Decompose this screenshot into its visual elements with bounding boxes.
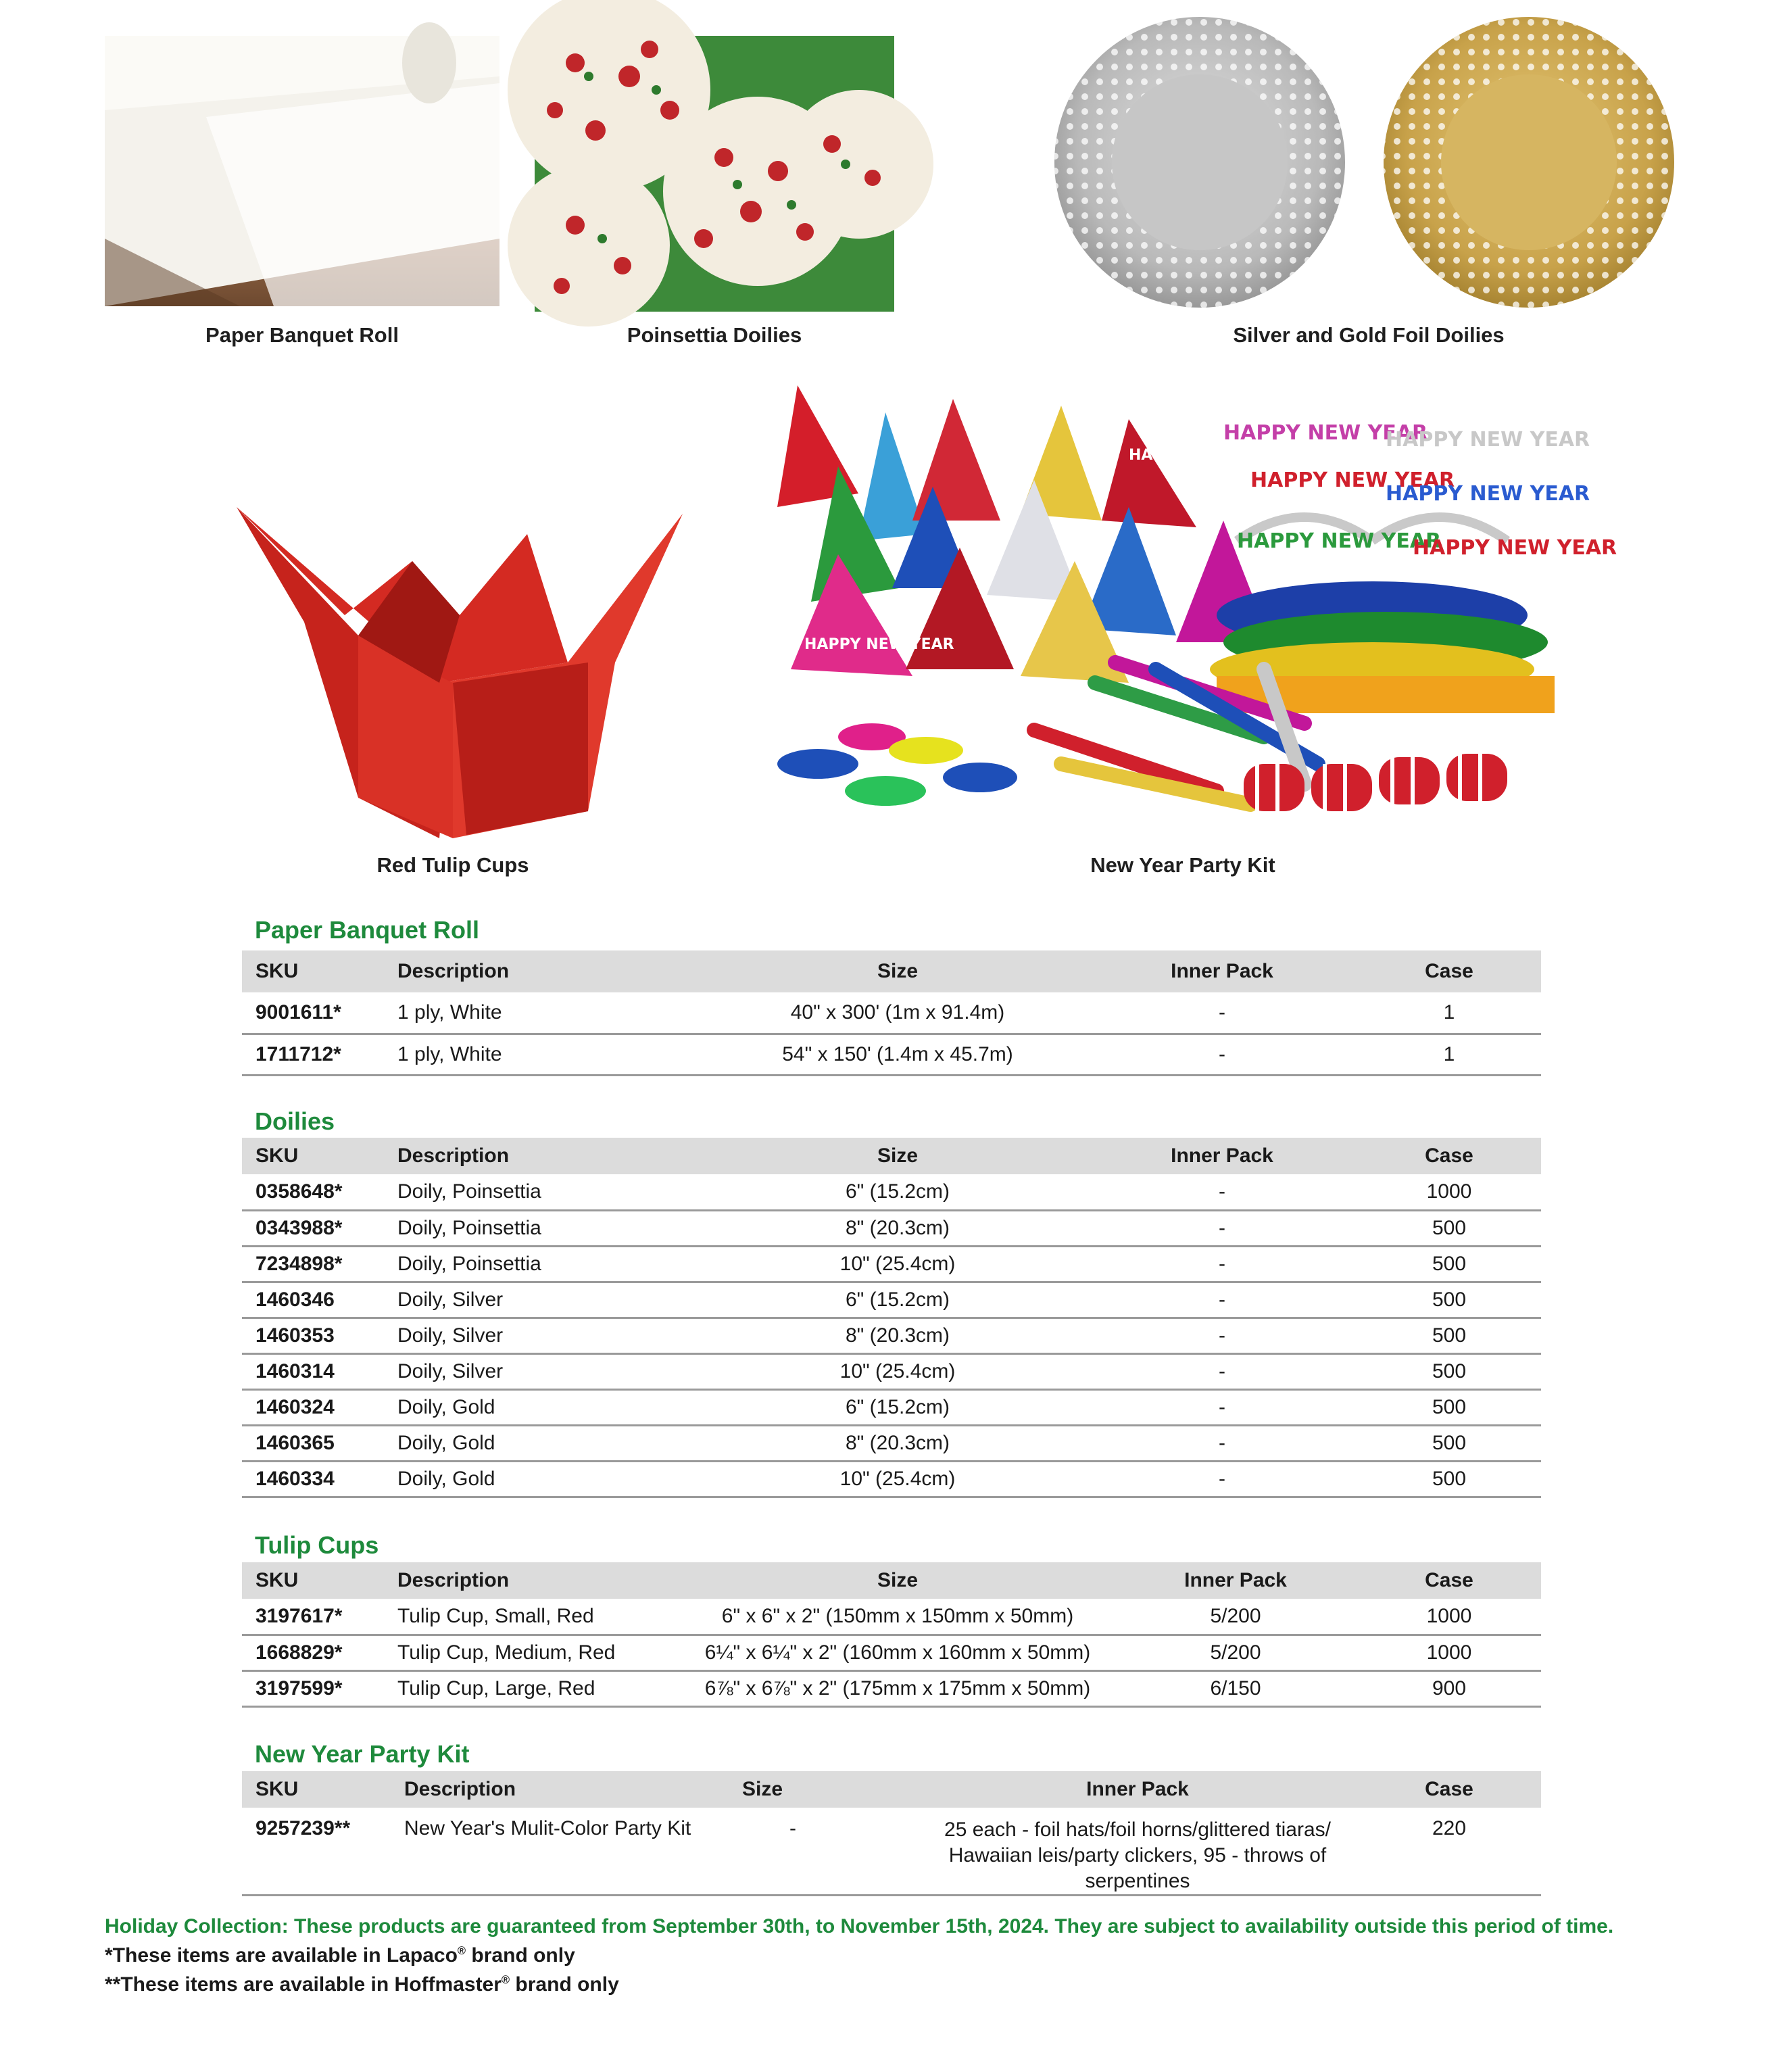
case-cell: 900 bbox=[1357, 1670, 1541, 1706]
sku-cell: 3197617* bbox=[242, 1599, 384, 1635]
header-inner-pack: Inner Pack bbox=[1184, 1569, 1287, 1591]
case-cell: 1000 bbox=[1357, 1174, 1541, 1210]
size-cell: 8" (20.3cm) bbox=[708, 1210, 1087, 1246]
size-cell: 6" (15.2cm) bbox=[708, 1389, 1087, 1425]
description-cell: 1 ply, White bbox=[384, 992, 708, 1034]
size-cell bbox=[729, 1808, 918, 1896]
header-description: Description bbox=[397, 1145, 510, 1167]
case-cell: 1000 bbox=[1357, 1599, 1541, 1635]
case-cell: 1000 bbox=[1357, 1635, 1541, 1670]
caption-poinsettia-doilies: Poinsettia Doilies bbox=[627, 323, 802, 347]
table-row bbox=[242, 1246, 1541, 1282]
size-cell: 6" (15.2cm) bbox=[708, 1282, 1087, 1318]
case-cell: 1 bbox=[1357, 992, 1541, 1034]
table-row bbox=[242, 1353, 1541, 1389]
header-case: Case bbox=[1425, 1569, 1473, 1591]
case-cell: 500 bbox=[1357, 1282, 1541, 1318]
inner-pack-line: 25 each - foil hats/foil horns/glittered tiaras/ bbox=[944, 1818, 1331, 1841]
table-row bbox=[242, 1599, 1541, 1635]
header-size: Size bbox=[877, 1145, 919, 1167]
inner-pack-cell bbox=[918, 1808, 1357, 1896]
tiara-label: HAPPY NEW YEAR bbox=[1237, 529, 1442, 553]
case-cell: 1 bbox=[1357, 1034, 1541, 1075]
size-cell: 6" x 6" x 2" (150mm x 150mm x 50mm) bbox=[681, 1599, 1114, 1635]
foil-doilies-image bbox=[1048, 15, 1690, 312]
holiday-collection-note: Holiday Collection: These products are guaranteed from September 30th, to November 15th, 2024. They are subject to availability outside this period of time. bbox=[105, 1915, 1614, 1937]
size-cell: 10" (25.4cm) bbox=[708, 1461, 1087, 1497]
size-cell: 6" (15.2cm) bbox=[708, 1174, 1087, 1210]
red-tulip-cup-image bbox=[237, 460, 683, 838]
case-cell: 500 bbox=[1357, 1318, 1541, 1353]
description-cell: Doily, Poinsettia bbox=[384, 1210, 708, 1246]
table-row bbox=[242, 1034, 1541, 1075]
note-text: **These items are available in Hoffmaster bbox=[105, 1973, 502, 1996]
header-case: Case bbox=[1425, 1778, 1473, 1800]
tiara-label: HAPPY NEW YEAR bbox=[1386, 482, 1590, 506]
sku-value: 9257239** bbox=[255, 1817, 351, 1839]
case-cell: 500 bbox=[1357, 1353, 1541, 1389]
header-case: Case bbox=[1425, 1145, 1473, 1167]
registered-mark: ® bbox=[501, 1974, 510, 1986]
description-cell: Doily, Gold bbox=[384, 1461, 708, 1497]
description-cell: Doily, Silver bbox=[384, 1318, 708, 1353]
sku-cell: 1460324 bbox=[242, 1389, 384, 1425]
tiara-label: HAPPY NEW YEAR bbox=[1413, 536, 1617, 560]
header-inner-pack: Inner Pack bbox=[1171, 1145, 1273, 1167]
inner-pack-cell: 5/200 bbox=[1114, 1599, 1357, 1635]
header-size: Size bbox=[877, 1569, 919, 1591]
inner-pack-cell: - bbox=[1087, 1461, 1357, 1497]
caption-party-kit: New Year Party Kit bbox=[1090, 853, 1275, 877]
size-cell: 10" (25.4cm) bbox=[708, 1353, 1087, 1389]
table-row bbox=[242, 1635, 1541, 1670]
inner-pack-cell: 6/150 bbox=[1114, 1670, 1357, 1706]
description-cell: Tulip Cup, Small, Red bbox=[384, 1599, 681, 1635]
sku-cell: 1460314 bbox=[242, 1353, 384, 1389]
size-cell: 6¼" x 6¼" x 2" (160mm x 160mm x 50mm) bbox=[681, 1635, 1114, 1670]
section-title-banquet: Paper Banquet Roll bbox=[255, 916, 480, 944]
table-header-row bbox=[242, 1138, 1541, 1174]
note-text: *These items are available in Lapaco bbox=[105, 1944, 458, 1967]
size-cell: 6⅞" x 6⅞" x 2" (175mm x 175mm x 50mm) bbox=[681, 1670, 1114, 1706]
header-inner-pack: Inner Pack bbox=[1171, 960, 1273, 982]
sku-cell: 0358648* bbox=[242, 1174, 384, 1210]
header-description: Description bbox=[404, 1778, 516, 1800]
description-value: New Year's Mulit-Color Party Kit bbox=[404, 1817, 691, 1839]
sku-cell: 1460353 bbox=[242, 1318, 384, 1353]
case-cell bbox=[1357, 1808, 1541, 1896]
inner-pack-cell: 5/200 bbox=[1114, 1635, 1357, 1670]
table-row bbox=[242, 1318, 1541, 1353]
inner-pack-cell: - bbox=[1087, 1210, 1357, 1246]
tiara-label: HAPPY NEW YEAR bbox=[1386, 428, 1590, 452]
party-kit-image bbox=[777, 385, 1617, 838]
note-text: brand only bbox=[510, 1973, 619, 1996]
size-cell: 8" (20.3cm) bbox=[708, 1318, 1087, 1353]
lapaco-note bbox=[105, 1944, 575, 1967]
case-cell: 500 bbox=[1357, 1461, 1541, 1497]
inner-pack-cell: - bbox=[1087, 1425, 1357, 1461]
inner-pack-cell: - bbox=[1087, 992, 1357, 1034]
tulip-table bbox=[242, 1562, 1541, 1708]
sku-cell: 1668829* bbox=[242, 1635, 384, 1670]
inner-pack-cell: - bbox=[1087, 1389, 1357, 1425]
registered-mark: ® bbox=[457, 1945, 466, 1957]
sku-cell: 1711712* bbox=[242, 1034, 384, 1075]
table-row bbox=[242, 1808, 1541, 1896]
inner-pack-cell: - bbox=[1087, 1034, 1357, 1075]
case-cell: 500 bbox=[1357, 1389, 1541, 1425]
table-row bbox=[242, 1282, 1541, 1318]
table-row bbox=[242, 1174, 1541, 1210]
header-description: Description bbox=[397, 960, 510, 982]
doilies-table bbox=[242, 1138, 1541, 1498]
inner-pack-cell: - bbox=[1087, 1246, 1357, 1282]
table-row bbox=[242, 1210, 1541, 1246]
hat-label: HAPPY NEW YEAR bbox=[1129, 447, 1279, 464]
size-cell: 10" (25.4cm) bbox=[708, 1246, 1087, 1282]
inner-pack-cell: - bbox=[1087, 1174, 1357, 1210]
case-cell: 500 bbox=[1357, 1246, 1541, 1282]
section-title-kit: New Year Party Kit bbox=[255, 1740, 470, 1768]
table-header-row bbox=[242, 950, 1541, 992]
description-cell: Doily, Gold bbox=[384, 1389, 708, 1425]
note-text: brand only bbox=[466, 1944, 575, 1967]
banquet-table bbox=[242, 950, 1541, 1076]
sku-cell: 9001611* bbox=[242, 992, 384, 1034]
case-cell: 500 bbox=[1357, 1210, 1541, 1246]
caption-red-tulip-cups: Red Tulip Cups bbox=[376, 853, 529, 877]
table-row bbox=[242, 1670, 1541, 1706]
table-header-row bbox=[242, 1562, 1541, 1599]
header-case: Case bbox=[1425, 960, 1473, 982]
sku-cell: 1460334 bbox=[242, 1461, 384, 1497]
sku-cell: 3197599* bbox=[242, 1670, 384, 1706]
section-title-tulip: Tulip Cups bbox=[255, 1531, 379, 1559]
inner-pack-line: Hawaiian leis/party clickers, 95 - throws of serpentines bbox=[948, 1844, 1327, 1892]
case-value: 220 bbox=[1432, 1817, 1467, 1839]
table-row bbox=[242, 1461, 1541, 1497]
tiara-label: HAPPY NEW YEAR bbox=[1223, 421, 1428, 445]
description-cell: Tulip Cup, Medium, Red bbox=[384, 1635, 681, 1670]
description-cell: Doily, Silver bbox=[384, 1353, 708, 1389]
description-cell: Doily, Gold bbox=[384, 1425, 708, 1461]
header-sku: SKU bbox=[255, 1145, 299, 1167]
description-cell: Tulip Cup, Large, Red bbox=[384, 1670, 681, 1706]
description-cell: Doily, Silver bbox=[384, 1282, 708, 1318]
sku-cell: 7234898* bbox=[242, 1246, 384, 1282]
sku-cell: 1460346 bbox=[242, 1282, 384, 1318]
hoffmaster-note bbox=[105, 1973, 619, 1996]
inner-pack-cell: - bbox=[1087, 1353, 1357, 1389]
header-description: Description bbox=[397, 1569, 510, 1591]
table-row bbox=[242, 1425, 1541, 1461]
header-sku: SKU bbox=[255, 1778, 299, 1800]
banquet-roll-image bbox=[105, 36, 499, 306]
description-cell: 1 ply, White bbox=[384, 1034, 708, 1075]
table-header-row bbox=[242, 1771, 1541, 1808]
inner-pack-cell: - bbox=[1087, 1282, 1357, 1318]
tiara-label: HAPPY NEW YEAR bbox=[1250, 468, 1455, 492]
description-cell: Doily, Poinsettia bbox=[384, 1174, 708, 1210]
description-cell bbox=[391, 1808, 729, 1896]
header-inner-pack: Inner Pack bbox=[1086, 1778, 1189, 1800]
sku-cell: 1460365 bbox=[242, 1425, 384, 1461]
caption-banquet-roll: Paper Banquet Roll bbox=[205, 323, 399, 347]
header-size: Size bbox=[877, 960, 919, 982]
size-cell: 40" x 300' (1m x 91.4m) bbox=[708, 992, 1087, 1034]
case-cell: 500 bbox=[1357, 1425, 1541, 1461]
size-cell: 8" (20.3cm) bbox=[708, 1425, 1087, 1461]
header-sku: SKU bbox=[255, 960, 299, 982]
kit-table bbox=[242, 1771, 1541, 1896]
inner-pack-cell: - bbox=[1087, 1318, 1357, 1353]
header-size: Size bbox=[742, 1778, 783, 1800]
header-sku: SKU bbox=[255, 1569, 299, 1591]
sku-cell: 0343988* bbox=[242, 1210, 384, 1246]
table-row bbox=[242, 992, 1541, 1034]
hat-label: HAPPY NEW YEAR bbox=[804, 636, 954, 653]
caption-foil-doilies: Silver and Gold Foil Doilies bbox=[1233, 323, 1505, 347]
description-cell: Doily, Poinsettia bbox=[384, 1246, 708, 1282]
size-cell: 54" x 150' (1.4m x 45.7m) bbox=[708, 1034, 1087, 1075]
poinsettia-doilies-image bbox=[535, 36, 894, 312]
section-title-doilies: Doilies bbox=[255, 1107, 335, 1135]
size-value: - bbox=[789, 1817, 796, 1839]
table-row bbox=[242, 1389, 1541, 1425]
sku-cell bbox=[242, 1808, 391, 1896]
